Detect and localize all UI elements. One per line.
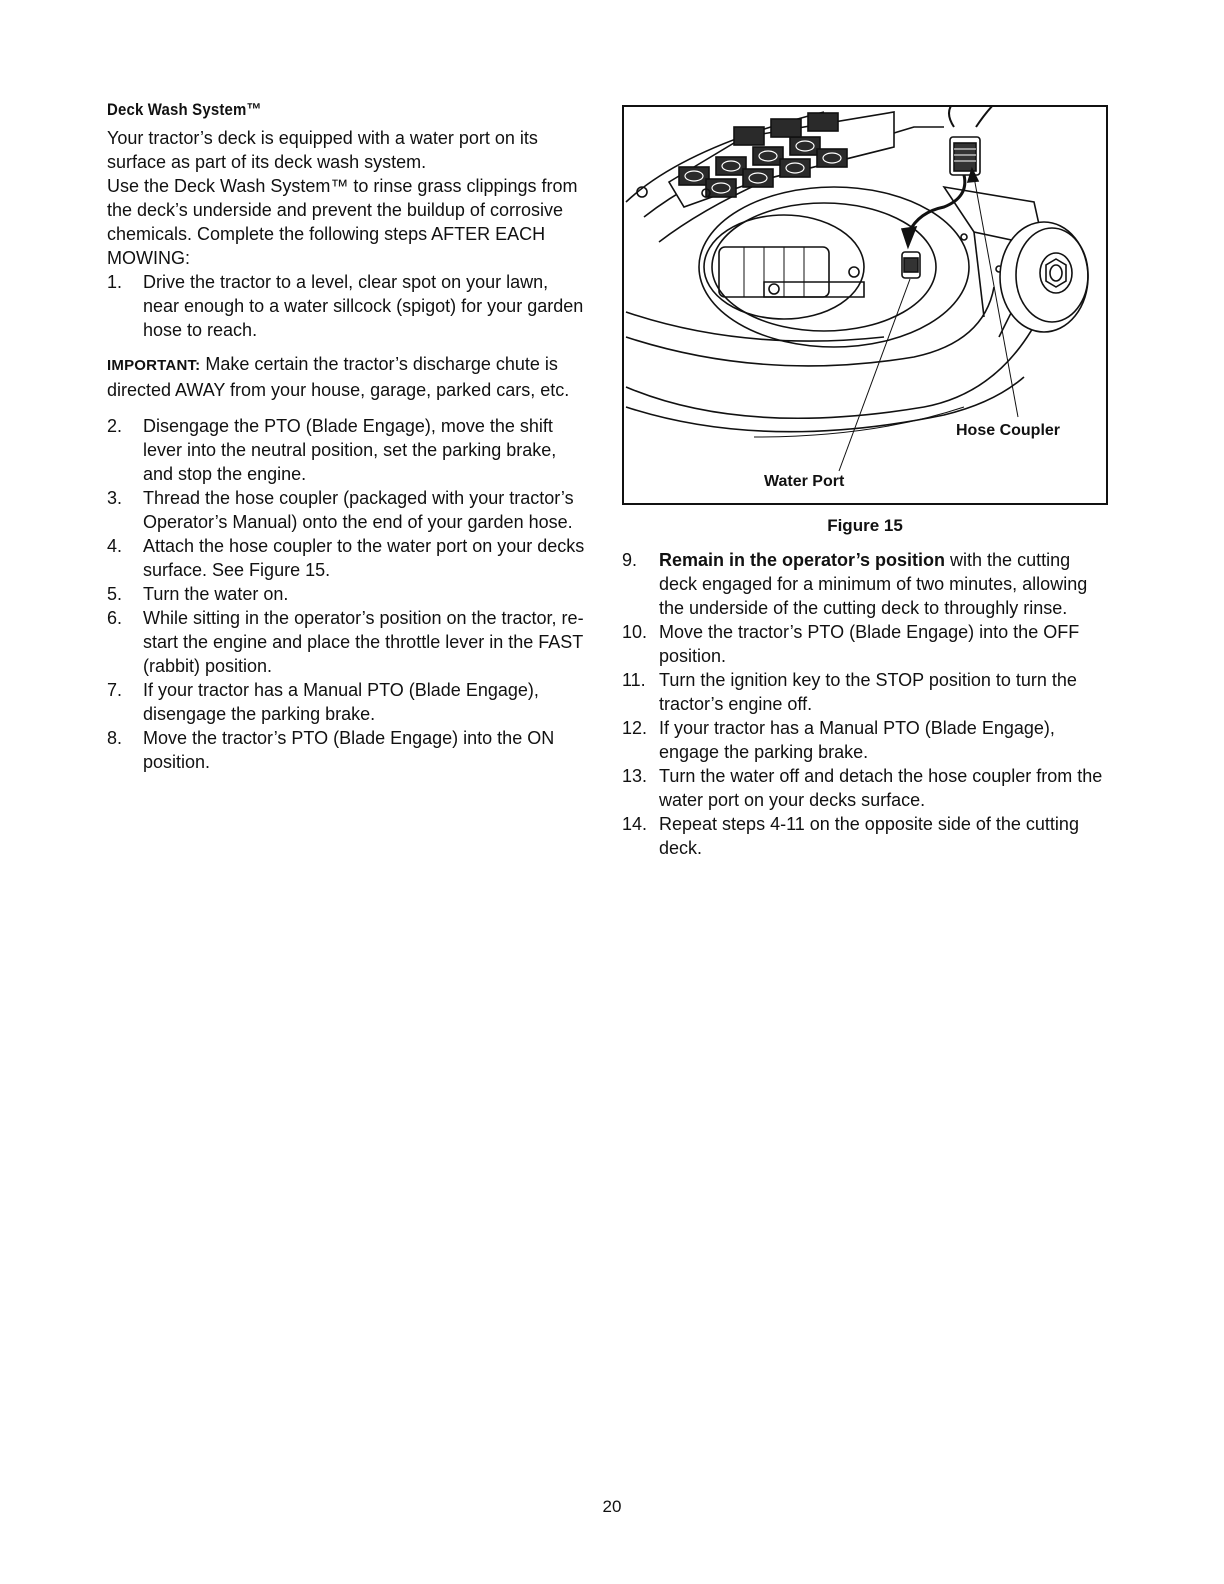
left-column: [107, 100, 589, 774]
step-text: If your tractor has a Manual PTO (Blade Engage), disengage the parking brake.: [143, 680, 539, 724]
step-text: Turn the water on.: [143, 584, 289, 604]
step-number: 9.: [622, 550, 638, 570]
steps-list-first: [107, 270, 589, 342]
list-item: [107, 534, 589, 582]
callout-water-port: Water Port: [764, 473, 845, 490]
step-number: 5.: [107, 584, 123, 604]
section-heading: Deck Wash System™: [107, 100, 262, 119]
step-text: Thread the hose coupler (packaged with your tractor’s Operator’s Manual) onto the end of your garden hose.: [143, 488, 574, 532]
step-number: 2.: [107, 416, 123, 436]
step-number: 11.: [622, 670, 646, 690]
figure-caption: Figure 15: [827, 516, 903, 535]
step-number: 14.: [622, 814, 648, 834]
intro-paragraph-1: Your tractor’s deck is equipped with a water port on its surface as part of its deck wash system.: [107, 128, 538, 172]
list-item: [622, 812, 1112, 860]
list-item: [107, 270, 589, 342]
list-item: [622, 764, 1112, 812]
list-item: [107, 486, 589, 534]
intro-paragraph-2: Use the Deck Wash System™ to rinse grass clippings from the deck’s underside and prevent the buildup of corrosive chemicals. Complete the following steps AFTER EACH MOWING:: [107, 176, 578, 268]
list-item: [107, 582, 589, 606]
steps-list-left: [107, 414, 589, 774]
step-text: If your tractor has a Manual PTO (Blade Engage), engage the parking brake.: [659, 718, 1055, 762]
step-text: While sitting in the operator’s position on the tractor, re-start the engine and place the throttle lever in the FAST (rabbit) position.: [143, 608, 584, 676]
step-number: 6.: [107, 608, 123, 628]
list-item: [622, 716, 1112, 764]
step-number: 4.: [107, 536, 123, 556]
list-item: [107, 606, 589, 678]
step-number: 3.: [107, 488, 123, 508]
list-item: [107, 678, 589, 726]
step-text: with the cutting deck engaged for a minimum of two minutes, allowing the underside of the cutting deck to throughly rinse.: [659, 550, 1088, 618]
callout-hose-coupler: Hose Coupler: [956, 422, 1061, 439]
list-item: [107, 414, 589, 486]
step-emphasis: Remain in the operator’s position: [659, 550, 946, 570]
step-text: Turn the water off and detach the hose coupler from the water port on your decks surface.: [659, 766, 1103, 810]
step-number: 10.: [622, 622, 648, 642]
deck-illustration: [624, 107, 1108, 505]
step-number: 1.: [107, 272, 123, 292]
step-text: Disengage the PTO (Blade Engage), move the shift lever into the neutral position, set the parking brake, and stop the engine.: [143, 416, 557, 484]
steps-list-right: [622, 548, 1112, 860]
step-text: Attach the hose coupler to the water port on your decks surface. See Figure 15.: [143, 536, 585, 580]
important-label: IMPORTANT:: [107, 357, 201, 374]
step-number: 13.: [622, 766, 648, 786]
important-text: Make certain the tractor’s discharge chute is directed AWAY from your house, garage, parked cars, etc.: [107, 354, 570, 400]
step-number: 8.: [107, 728, 123, 748]
page-number: 20: [602, 1497, 622, 1516]
list-item: [622, 668, 1112, 716]
list-item: [622, 620, 1112, 668]
step-text: Repeat steps 4-11 on the opposite side of the cutting deck.: [659, 814, 1079, 858]
important-note: [107, 352, 589, 402]
figure-15-illustration: [622, 105, 1108, 505]
step-text: Move the tractor’s PTO (Blade Engage) into the OFF position.: [659, 622, 1080, 666]
list-item: [107, 726, 589, 774]
step-text: Turn the ignition key to the STOP position to turn the tractor’s engine off.: [659, 670, 1077, 714]
step-text: Move the tractor’s PTO (Blade Engage) into the ON position.: [143, 728, 555, 772]
list-item: [622, 548, 1112, 620]
right-column: [622, 548, 1112, 860]
step-text: Drive the tractor to a level, clear spot on your lawn, near enough to a water sillcock (spigot) for your garden hose to reach.: [143, 272, 584, 340]
step-number: 7.: [107, 680, 123, 700]
step-number: 12.: [622, 718, 648, 738]
